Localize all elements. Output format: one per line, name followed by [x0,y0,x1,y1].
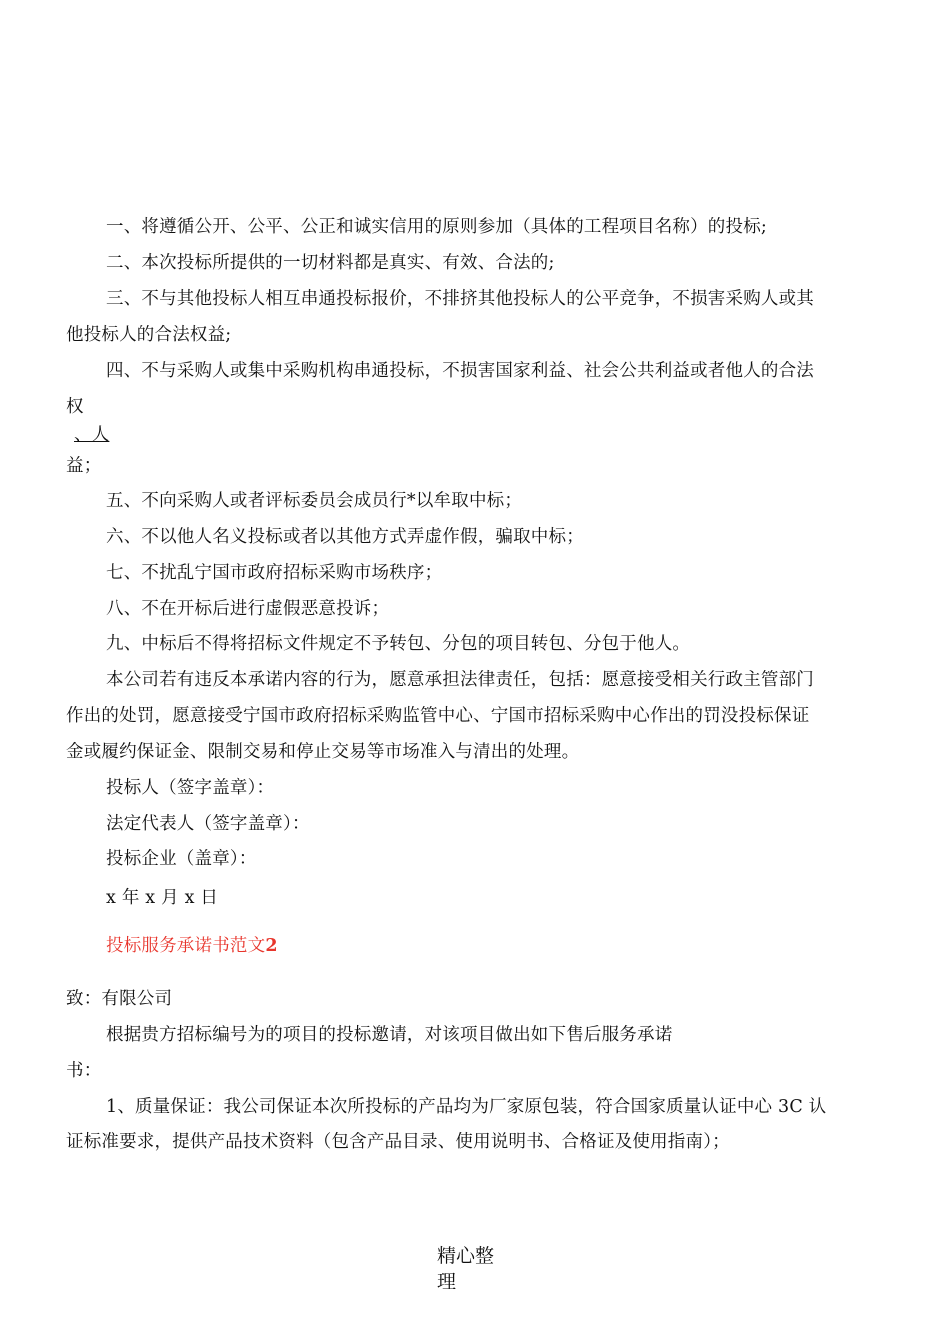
addressee: 致：有限公司 [66,989,173,1009]
paragraph-2: 二、本次投标所提供的一切材料都是真实、有效、合法的; [106,253,555,273]
paragraph-10-line-3: 金或履约保证金、限制交易和停止交易等市场准入与清出的处理。 [66,742,580,762]
date-line: x 年 x 月 x 日 [106,888,219,908]
page-footer [437,1243,494,1295]
paragraph-4-line-4: 益； [66,456,102,476]
paragraph-3-line-2: 他投标人的合法权益; [66,325,232,345]
section-heading-number: 2 [265,936,278,956]
paragraph-5: 五、不向采购人或者评标委员会成员行*以牟取中标； [106,491,523,511]
section-heading [106,934,278,958]
quality-guarantee-line-1: 1、质量保证：我公司保证本次所投标的产品均为厂家原包装，符合国家质量认证中心 3C 认 [106,1097,827,1117]
footer-line-1: 精心整 [437,1245,495,1267]
signature-legal-rep: 法定代表人（签字盖章）： [106,814,310,834]
paragraph-4-line-1: 四、不与采购人或集中采购机构串通投标，不损害国家利益、社会公共利益或者他人的合法 [106,361,814,381]
section-heading-text: 投标服务承诺书范文 [106,936,266,956]
paragraph-10-line-2: 作出的处罚，愿意接受宁国市政府招标采购监管中心、宁国市招标采购中心作出的罚没投标保证 [66,706,810,726]
paragraph-8: 八、不在开标后进行虚假恶意投诉； [106,599,390,619]
signature-company: 投标企业（盖章）： [106,849,257,869]
paragraph-9: 九、中标后不得将招标文件规定不予转包、分包的项目转包、分包于他人。 [106,634,691,654]
paragraph-10-line-1: 本公司若有违反本承诺内容的行为，愿意承担法律责任，包括：愿意接受相关行政主管部门 [106,670,814,690]
quality-guarantee-line-2: 证标准要求，提供产品技术资料（包含产品目录、使用说明书、合格证及使用指南）； [66,1132,730,1152]
footer-line-2: 理 [437,1271,457,1293]
service-intro-line-1: 根据贵方招标编号为的项目的投标邀请，对该项目做出如下售后服务承诺 [106,1025,673,1045]
paragraph-4-line-2: 权 [66,397,84,417]
signature-bidder: 投标人（签字盖章）： [106,778,275,798]
paragraph-1: 一、将遵循公开、公平、公正和诚实信用的原则参加（具体的工程项目名称）的投标; [106,217,767,237]
paragraph-7: 七、不扰乱宁国市政府招标采购市场秩序； [106,563,443,583]
paragraph-4-line-3: 、人 [74,425,110,445]
paragraph-3-line-1: 三、不与其他投标人相互串通投标报价，不排挤其他投标人的公平竞争，不损害采购人或其 [106,289,814,309]
paragraph-6: 六、不以他人名义投标或者以其他方式弄虚作假，骗取中标； [106,527,584,547]
service-intro-line-2: 书： [66,1061,102,1081]
